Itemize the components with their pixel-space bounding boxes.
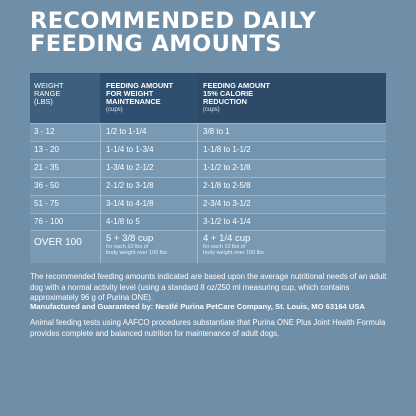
table-row [30,141,386,159]
reduction-cell [203,234,264,256]
title-line-2: FEEDING AMOUNTS [30,31,282,57]
title-line-1: RECOMMENDED DAILY [30,8,317,34]
maintenance-amount: 5 + 3/8 cup [106,233,154,244]
weight-cell: 13 - 20 [34,145,59,154]
header-reduction-line-1: FEEDING AMOUNT [203,81,271,90]
header-weight [34,82,98,106]
header-weight-line-2: RANGE [34,89,61,98]
recommendation-text: The recommended feeding amounts indicated are based upon the average nutritional needs of an adult dog with a normal activity level (using a standard 8 oz/250 ml measuring cup, which contains approximately 96 g of Purina ONE). [30,272,387,302]
header-weight-line-1: WEIGHT [34,81,64,90]
maintenance-note-2: body weight over 100 lbs [106,250,167,256]
table-row [30,159,386,177]
maintenance-cell: 3-1/4 to 4-1/8 [106,199,154,208]
feeding-table [30,73,386,263]
reduction-note-1: for each 10 lbs of [203,244,246,250]
aafco-text: Animal feeding tests using AAFCO procedures substantiate that Purina ONE Plus Joint Health Formula provides complete and balanced nutrition for maintenance of adult dogs. [30,318,386,338]
header-reduction-unit: (cups) [203,107,220,113]
header-maintenance-unit: (cups) [106,107,123,113]
table-row [30,195,386,213]
table-row [30,177,386,195]
reduction-note-2: body weight over 100 lbs [203,250,264,256]
column-divider [100,123,101,263]
maintenance-cell [106,234,167,256]
reduction-amount: 4 + 1/4 cup [203,233,251,244]
weight-cell: OVER 100 [34,237,82,248]
maintenance-cell: 1/2 to 1-1/4 [106,127,147,136]
weight-cell: 36 - 50 [34,181,59,190]
table-row [30,213,386,231]
maintenance-cell: 4-1/8 to 5 [106,217,140,226]
reduction-cell: 3-1/2 to 4-1/4 [203,217,251,226]
header-reduction-line-2: 15% CALORIE [203,89,254,98]
maintenance-note-1: for each 10 lbs of [106,244,149,250]
header-maintenance [106,82,198,114]
reduction-cell: 2-3/4 to 3-1/2 [203,199,251,208]
reduction-cell: 1-1/2 to 2-1/8 [203,163,251,172]
weight-cell: 51 - 75 [34,199,59,208]
weight-cell: 21 - 35 [34,163,59,172]
reduction-cell: 1-1/8 to 1-1/2 [203,145,251,154]
table-row [30,123,386,141]
maintenance-cell: 1-3/4 to 2-1/2 [106,163,154,172]
page-title [30,10,316,56]
maintenance-cell: 2-1/2 to 3-1/8 [106,181,154,190]
header-maintenance-line-1: FEEDING AMOUNT [106,81,174,90]
header-maintenance-line-2: FOR WEIGHT [106,89,154,98]
manufacturer-text: Manufactured and Guaranteed by: Nestlé Purina PetCare Company, St. Louis, MO 63164 USA [30,302,365,311]
table-row-over-100 [30,230,386,265]
header-maintenance-line-3: MAINTENANCE [106,97,161,106]
header-weight-unit: (LBS) [34,97,53,106]
header-reduction-line-3: REDUCTION [203,97,247,106]
weight-cell: 76 - 100 [34,217,64,226]
column-divider [197,123,198,263]
reduction-cell: 2-1/8 to 2-5/8 [203,181,251,190]
reduction-cell: 3/8 to 1 [203,127,230,136]
maintenance-cell: 1-1/4 to 1-3/4 [106,145,154,154]
header-reduction [203,82,383,114]
weight-cell: 3 - 12 [34,127,55,136]
